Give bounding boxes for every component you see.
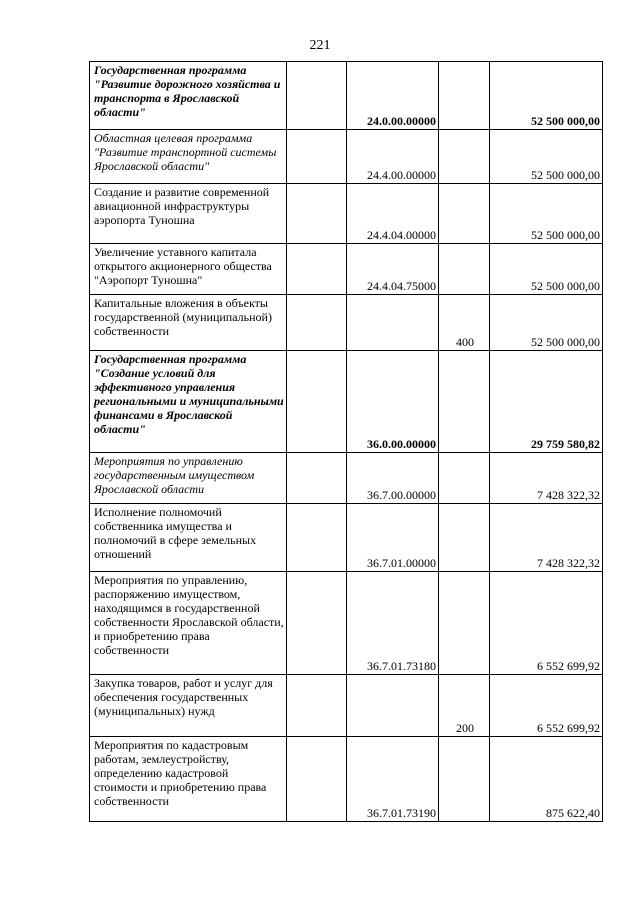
- row-amount: 6 552 699,92: [490, 572, 603, 675]
- row-name: Мероприятия по управлению, распоряжению имуществом, находящимся в государственной собственности Ярославской области, и приобретению права собственности: [90, 572, 287, 675]
- row-vr: 200: [439, 675, 490, 737]
- row-vr: [439, 737, 490, 822]
- empty-cell: [287, 295, 347, 351]
- row-name: Областная целевая программа "Развитие транспортной системы Ярославской области": [90, 130, 287, 184]
- row-code: [347, 295, 439, 351]
- row-code: 24.4.04.00000: [347, 184, 439, 244]
- row-name: Исполнение полномочий собственника имущества и полномочий в сфере земельных отношений: [90, 504, 287, 572]
- row-vr: [439, 244, 490, 295]
- row-amount: 52 500 000,00: [490, 184, 603, 244]
- row-amount: 52 500 000,00: [490, 62, 603, 130]
- row-amount: 875 622,40: [490, 737, 603, 822]
- row-vr: [439, 572, 490, 675]
- page-number: 221: [309, 38, 331, 53]
- row-name: Капитальные вложения в объекты государственной (муниципальной) собственности: [90, 295, 287, 351]
- table-row: [90, 62, 603, 130]
- table-row: [90, 675, 603, 737]
- table-row: [90, 737, 603, 822]
- empty-cell: [287, 62, 347, 130]
- row-code: 36.7.01.73180: [347, 572, 439, 675]
- row-name: Мероприятия по кадастровым работам, землеустройству, определению кадастровой стоимости и приобретению права собственности: [90, 737, 287, 822]
- table-row: [90, 295, 603, 351]
- row-code: 24.0.00.00000: [347, 62, 439, 130]
- empty-cell: [287, 737, 347, 822]
- table-row: [90, 572, 603, 675]
- row-amount: 7 428 322,32: [490, 453, 603, 504]
- empty-cell: [287, 504, 347, 572]
- row-vr: [439, 453, 490, 504]
- empty-cell: [287, 453, 347, 504]
- row-vr: 400: [439, 295, 490, 351]
- row-name: Государственная программа "Создание условий для эффективного управления региональными и муниципальными финансами в Ярославской области": [90, 351, 287, 453]
- table-row: [90, 184, 603, 244]
- row-amount: 6 552 699,92: [490, 675, 603, 737]
- row-amount: 52 500 000,00: [490, 130, 603, 184]
- row-name: Создание и развитие современной авиационной инфраструктуры аэропорта Туношна: [90, 184, 287, 244]
- empty-cell: [287, 130, 347, 184]
- row-amount: 29 759 580,82: [490, 351, 603, 453]
- table-row: [90, 130, 603, 184]
- row-vr: [439, 184, 490, 244]
- empty-cell: [287, 351, 347, 453]
- table-row: [90, 244, 603, 295]
- row-code: 36.7.01.73190: [347, 737, 439, 822]
- row-amount: 7 428 322,32: [490, 504, 603, 572]
- row-name: Увеличение уставного капитала открытого акционерного общества "Аэропорт Туношна": [90, 244, 287, 295]
- row-vr: [439, 351, 490, 453]
- row-amount: 52 500 000,00: [490, 244, 603, 295]
- table-row: [90, 504, 603, 572]
- row-code: 24.4.00.00000: [347, 130, 439, 184]
- row-name: Государственная программа "Развитие дорожного хозяйства и транспорта в Ярославской области": [90, 62, 287, 130]
- row-code: 24.4.04.75000: [347, 244, 439, 295]
- row-name: Закупка товаров, работ и услуг для обеспечения государственных (муниципальных) нужд: [90, 675, 287, 737]
- empty-cell: [287, 675, 347, 737]
- empty-cell: [287, 184, 347, 244]
- table-row: [90, 351, 603, 453]
- row-code: 36.7.01.00000: [347, 504, 439, 572]
- row-vr: [439, 504, 490, 572]
- row-name: Мероприятия по управлению государственным имуществом Ярославской области: [90, 453, 287, 504]
- budget-table: [89, 61, 603, 822]
- row-vr: [439, 62, 490, 130]
- row-vr: [439, 130, 490, 184]
- empty-cell: [287, 244, 347, 295]
- row-code: 36.0.00.00000: [347, 351, 439, 453]
- row-code: 36.7.00.00000: [347, 453, 439, 504]
- empty-cell: [287, 572, 347, 675]
- row-code: [347, 675, 439, 737]
- table-row: [90, 453, 603, 504]
- row-amount: 52 500 000,00: [490, 295, 603, 351]
